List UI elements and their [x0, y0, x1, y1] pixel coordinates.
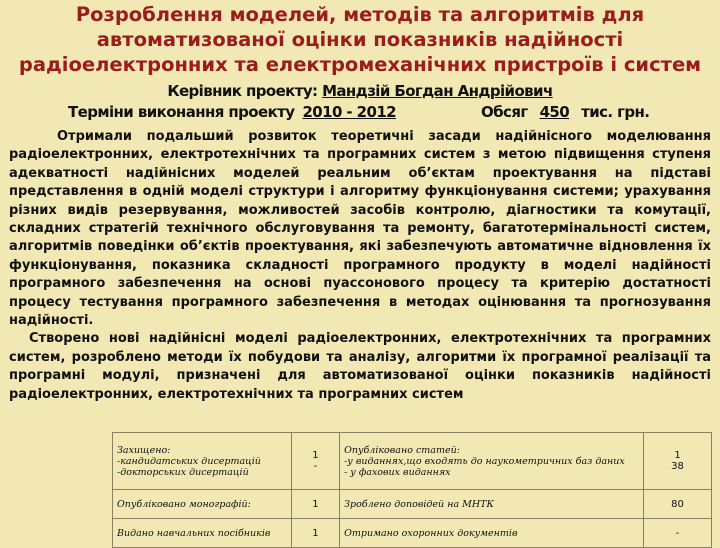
- description-paragraph-1: Отримали подальший розвиток теоретичні засади надійнісного моделювання радіоелектронних, електротехнічних та програмних систем з метою підвищення ступеня адекватності надійнісних моделей реальним об’єктам проектування на підставі представлення в одній моделі структури і алгоритму функціонування системи; урахування різних видів резервування, можливостей засобів контролю, діагностики та комутації, складних стратегій технічного обслуговування та ремонту, багатотермінальності систем, алгоритмів поведінки об’єктів проектування, які забезпечують автоматичне відновлення їх функціонування, показника складності програмного продукту в моделі надійності програмного забезпечення на основі пуассонового процесу та критерію достатності процесу тестування програмного забезпечення в методах оцінювання та прогнозування надійності.: [9, 129, 711, 329]
- patents-value: -: [644, 519, 712, 548]
- volume-label: Обсяг: [481, 103, 528, 121]
- table-row: [113, 490, 712, 519]
- project-lead: [0, 82, 720, 100]
- defended-cell: [113, 433, 292, 490]
- monographs-label: Опубліковано монографій:: [113, 490, 292, 519]
- project-title: [0, 2, 720, 77]
- terms-label: Терміни виконання проекту: [68, 103, 295, 121]
- terms-block: [68, 103, 396, 121]
- table-row: [113, 519, 712, 548]
- articles-label: Опубліковано статей:: [344, 444, 460, 456]
- doctoral-label: -докторських дисертацій: [117, 466, 249, 478]
- patents-label: Отримано охоронних документів: [340, 519, 644, 548]
- doctoral-value: -: [313, 461, 318, 472]
- defended-label: Захищено:: [117, 444, 171, 456]
- defended-values: [291, 433, 339, 490]
- textbooks-label: Видано навчальних посібників: [113, 519, 292, 548]
- monographs-value: 1: [291, 490, 339, 519]
- table-row: [113, 433, 712, 490]
- volume-unit: тис. грн.: [581, 103, 650, 121]
- title-line-3: радіоелектронних та електромеханічних пристроїв і систем: [18, 53, 702, 76]
- title-line-1: Розроблення моделей, методів та алгоритмів для: [75, 3, 645, 26]
- project-description: [9, 128, 711, 404]
- articles-prof-value: 38: [671, 461, 684, 472]
- articles-prof-label: - у фахових виданнях: [344, 466, 451, 478]
- volume-value: 450: [539, 103, 570, 121]
- terms-value: 2010 - 2012: [302, 103, 397, 121]
- reports-value: 80: [644, 490, 712, 519]
- articles-values: [644, 433, 712, 490]
- results-table: [112, 432, 712, 548]
- lead-label: Керівник проекту:: [167, 82, 318, 100]
- lead-name: Мандзій Богдан Андрійович: [322, 82, 553, 100]
- articles-scopus-label: -у виданнях,що входять до наукометричних баз даних: [344, 455, 625, 467]
- articles-cell: [340, 433, 644, 490]
- articles-scopus-value: 1: [674, 450, 681, 461]
- candidate-value: 1: [312, 450, 319, 461]
- volume-block: [481, 103, 649, 121]
- title-line-2: автоматизованої оцінки показників надійності: [96, 28, 624, 51]
- candidate-label: -кандидатських дисертацій: [117, 455, 261, 467]
- textbooks-value: 1: [291, 519, 339, 548]
- description-paragraph-2: Створено нові надійнісні моделі радіоелектронних, електротехнічних та програмних систем, розроблено методи їх побудови та аналізу, алгоритми їх програмної реалізації та програмні модулі, призначені для автоматизованої оцінки показників надійності радіоелектронних, електротехнічних та програмних систем: [9, 331, 711, 402]
- reports-label: Зроблено доповідей на МНТК: [340, 490, 644, 519]
